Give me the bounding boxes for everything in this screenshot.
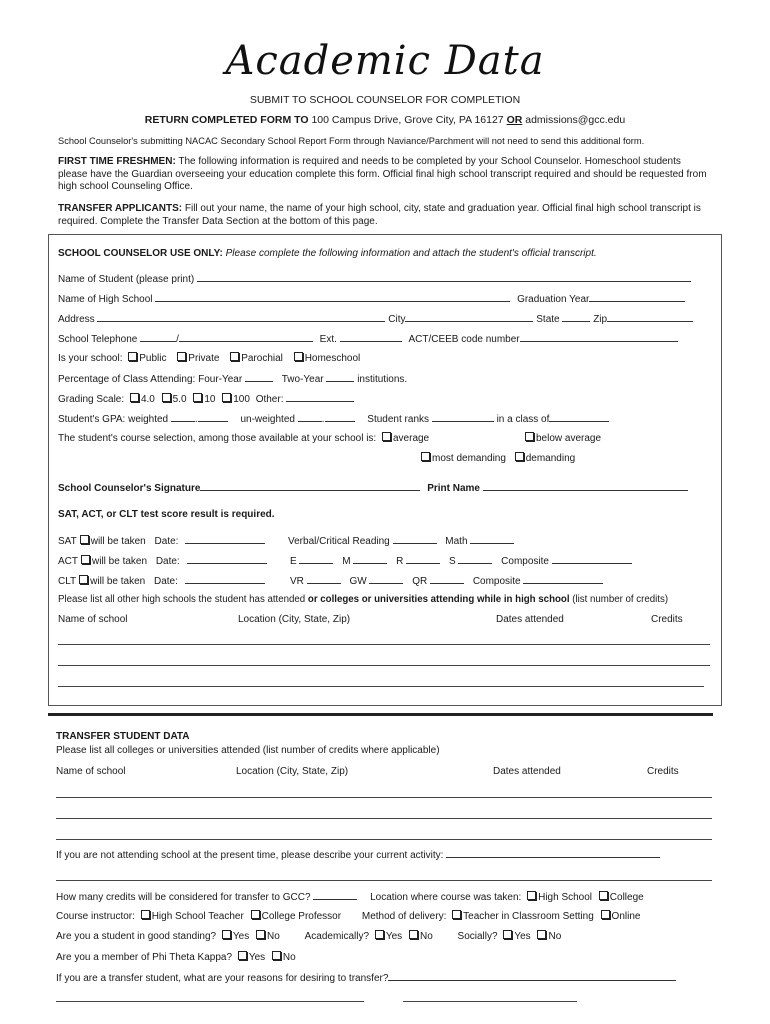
college-professor-label: College Professor <box>261 911 342 922</box>
good-standing-no-checkbox[interactable] <box>256 930 265 939</box>
academically-no-label: No <box>419 931 433 942</box>
socially-no-label: No <box>548 931 562 942</box>
clt-vr-label: VR <box>290 576 304 587</box>
weighted-gpa-label: Student's GPA: weighted <box>58 414 169 425</box>
verbal-label: Verbal/Critical Reading <box>288 536 390 547</box>
clt-will-be-taken: will be taken <box>90 576 146 587</box>
four-year-label: Percentage of Class Attending: Four-Year <box>58 374 243 385</box>
clt-qr-label: QR <box>412 576 428 587</box>
ptk-label: Are you a member of Phi Theta Kappa? <box>56 952 233 963</box>
act-date-label: Date: <box>155 556 180 567</box>
transfer-instruction: Please list all colleges or universities attended (list number of credits where applicable) <box>56 745 440 756</box>
test-score-heading: SAT, ACT, or CLT test score result is required. <box>58 509 275 520</box>
school-type-label: Is your school: <box>58 353 123 364</box>
transfer-school-line-2[interactable] <box>56 818 712 819</box>
telephone-slash: / <box>176 334 179 345</box>
signature-row <box>58 481 688 494</box>
grading-other-field[interactable] <box>286 392 354 402</box>
act-date-field[interactable] <box>187 554 267 564</box>
hs-teacher-label: High School Teacher <box>151 911 244 922</box>
ptk-row <box>56 951 296 963</box>
reasons-line-left[interactable] <box>56 1001 364 1002</box>
reasons-field[interactable] <box>388 971 676 981</box>
two-year-label: Two-Year <box>281 374 324 385</box>
act-r-label: R <box>396 556 404 567</box>
instructor-label: Course instructor: <box>56 911 135 922</box>
instructor-row <box>56 910 640 922</box>
reasons-label: If you are a transfer student, what are your reasons for desiring to transfer? <box>56 973 389 984</box>
below-average-label: below average <box>536 433 602 444</box>
average-label: average <box>392 433 430 444</box>
demanding-label: demanding <box>525 453 576 464</box>
ptk-yes-checkbox[interactable] <box>238 951 247 960</box>
classroom-label: Teacher in Classroom Setting <box>463 911 594 922</box>
ceeb-field[interactable] <box>520 332 678 342</box>
act-r-field[interactable] <box>406 554 440 564</box>
transfer-applicants-label: TRANSFER APPLICANTS: <box>58 203 183 214</box>
below-average-option <box>522 432 601 444</box>
telephone-field[interactable] <box>179 332 313 342</box>
online-checkbox[interactable] <box>601 910 610 919</box>
online-label: Online <box>611 911 641 922</box>
academically-label: Academically? <box>304 931 370 942</box>
transfer-school-line-1[interactable] <box>56 797 712 798</box>
public-checkbox[interactable] <box>128 352 137 361</box>
high-school-row <box>58 292 685 305</box>
transfer-col-dates: Dates attended <box>493 766 561 777</box>
unweighted-gpa-decimal-field[interactable] <box>325 412 355 422</box>
credits-field[interactable] <box>313 890 357 900</box>
transfer-heading: TRANSFER STUDENT DATA <box>56 731 190 742</box>
percentage-row <box>58 372 407 385</box>
act-label: ACT <box>58 556 78 567</box>
sat-checkbox[interactable] <box>80 535 89 544</box>
location-college-label: College <box>609 892 644 903</box>
sat-scores <box>288 534 514 547</box>
clt-composite-field[interactable] <box>523 574 603 584</box>
high-school-field[interactable] <box>155 292 510 302</box>
ext-field[interactable] <box>340 332 402 342</box>
state-label: State <box>536 314 560 325</box>
transfer-applicants-paragraph <box>58 203 713 228</box>
weighted-gpa-field[interactable] <box>171 412 195 422</box>
below-average-checkbox[interactable] <box>525 432 534 441</box>
clt-vr-field[interactable] <box>307 574 341 584</box>
math-label: Math <box>445 536 468 547</box>
current-activity-row <box>56 848 660 861</box>
verbal-field[interactable] <box>393 534 437 544</box>
act-composite-field[interactable] <box>552 554 632 564</box>
address-row <box>58 312 693 325</box>
hs-teacher-checkbox[interactable] <box>141 910 150 919</box>
student-name-label: Name of Student (please print) <box>58 274 195 285</box>
location-question: Location where course was taken: <box>370 892 522 903</box>
act-e-label: E <box>290 556 297 567</box>
academically-yes-checkbox[interactable] <box>375 930 384 939</box>
grading-100-checkbox[interactable] <box>222 393 231 402</box>
ext-label: Ext. <box>319 334 337 345</box>
homeschool-label: Homeschool <box>304 353 361 364</box>
grading-5-checkbox[interactable] <box>162 393 171 402</box>
transfer-col-name: Name of school <box>56 766 126 777</box>
homeschool-checkbox[interactable] <box>294 352 303 361</box>
ranks-field[interactable] <box>432 412 494 422</box>
act-s-field[interactable] <box>458 554 492 564</box>
high-school-label: Name of High School <box>58 294 153 305</box>
act-m-label: M <box>342 556 351 567</box>
good-standing-no-label: No <box>267 931 280 942</box>
transfer-school-line-3[interactable] <box>56 839 712 840</box>
reasons-line-right[interactable] <box>403 1001 577 1002</box>
page-title: Academic Data <box>225 38 545 84</box>
counselor-instruction: Please complete the following information and attach the student's official transcript. <box>225 248 597 259</box>
ceeb-label: ACT/CEEB code number <box>408 334 520 345</box>
student-name-field[interactable] <box>197 272 691 282</box>
counselor-heading <box>58 248 597 259</box>
reasons-row <box>56 971 676 984</box>
clt-date-field[interactable] <box>185 574 265 584</box>
good-standing-yes-label: Yes <box>232 931 250 942</box>
counselor-heading-label: SCHOOL COUNSELOR USE ONLY: <box>58 248 223 259</box>
naviance-note: School Counselor's submitting NACAC Secondary School Report Form through Naviance/Parchment will not need to send this additional form. <box>58 136 645 146</box>
return-address: 100 Campus Drive, Grove City, PA 16127 <box>311 114 504 126</box>
act-will-be-taken: will be taken <box>92 556 148 567</box>
address-field[interactable] <box>97 312 385 322</box>
most-demanding-label: most demanding <box>432 453 506 464</box>
good-standing-yes-checkbox[interactable] <box>222 930 231 939</box>
grading-10-label: 10 <box>204 394 216 405</box>
average-checkbox[interactable] <box>382 432 391 441</box>
math-field[interactable] <box>470 534 514 544</box>
good-standing-label: Are you a student in good standing? <box>56 931 217 942</box>
demanding-checkbox[interactable] <box>515 452 524 461</box>
freshmen-label: FIRST TIME FRESHMEN: <box>58 156 176 167</box>
weighted-gpa-dot: . <box>194 414 198 425</box>
most-demanding-checkbox[interactable] <box>421 452 430 461</box>
current-activity-field[interactable] <box>446 848 660 858</box>
grading-4-label: 4.0 <box>140 394 155 405</box>
area-code-field[interactable] <box>140 332 176 342</box>
act-row <box>58 554 267 567</box>
clt-date-label: Date: <box>153 576 178 587</box>
current-activity-label: If you are not attending school at the present time, please describe your current activity: <box>56 850 444 861</box>
sat-date-field[interactable] <box>185 534 265 544</box>
grading-10-checkbox[interactable] <box>193 393 202 402</box>
subtitle: SUBMIT TO SCHOOL COUNSELOR FOR COMPLETION <box>249 94 521 106</box>
print-name-label: Print Name <box>427 483 480 494</box>
grading-other-label: Other: <box>255 394 284 405</box>
grading-scale-row <box>58 392 354 405</box>
counselor-col-credits: Credits <box>651 614 683 625</box>
telephone-label: School Telephone <box>58 334 138 345</box>
act-scores <box>290 554 632 567</box>
section-divider <box>48 713 713 716</box>
freshmen-text: The following information is required and needs to be completed by your School Counselor. Homeschool students please have the Guardian overseeing your education complete this form. Official final high school transcript required and should be requested from high school Counseling Office. <box>58 156 707 192</box>
ptk-no-label: No <box>282 952 296 963</box>
clt-label: CLT <box>58 576 77 587</box>
counselor-col-location: Location (City, State, Zip) <box>238 614 351 625</box>
unweighted-gpa-label: un-weighted <box>240 414 295 425</box>
clt-qr-field[interactable] <box>430 574 464 584</box>
most-demanding-option <box>418 452 575 464</box>
college-professor-checkbox[interactable] <box>251 910 260 919</box>
return-or: OR <box>506 114 523 126</box>
signature-label: School Counselor's Signature <box>58 483 201 494</box>
address-label: Address <box>58 314 95 325</box>
private-label: Private <box>188 353 220 364</box>
course-selection-row <box>58 432 429 444</box>
grading-100-label: 100 <box>233 394 250 405</box>
weighted-gpa-decimal-field[interactable] <box>198 412 228 422</box>
return-line <box>0 114 770 126</box>
transfer-applicants-text: Fill out your name, the name of your high school, city, state and graduation year. Official final high school transcript is required. Complete the Transfer Data Section at the bottom of this page. <box>58 203 701 227</box>
sat-row <box>58 534 265 547</box>
unweighted-gpa-dot: . <box>321 414 325 425</box>
standing-row <box>56 930 561 942</box>
act-composite-label: Composite <box>501 556 549 567</box>
return-email: admissions@gcc.edu <box>525 114 626 126</box>
counselor-col-name: Name of school <box>58 614 128 625</box>
unweighted-gpa-field[interactable] <box>298 412 322 422</box>
sat-label: SAT <box>58 536 77 547</box>
school-type-row <box>58 352 360 364</box>
print-name-field[interactable] <box>483 481 688 491</box>
ptk-yes-label: Yes <box>248 952 266 963</box>
socially-label: Socially? <box>457 931 498 942</box>
class-of-field[interactable] <box>549 412 609 422</box>
zip-label: Zip <box>593 314 608 325</box>
current-activity-line[interactable] <box>56 880 712 881</box>
clt-composite-label: Composite <box>472 576 521 587</box>
credits-question: How many credits will be considered for transfer to GCC? <box>56 892 311 903</box>
signature-field[interactable] <box>200 481 420 491</box>
telephone-row <box>58 332 678 345</box>
socially-no-checkbox[interactable] <box>537 930 546 939</box>
location-high-school-checkbox[interactable] <box>527 891 536 900</box>
act-checkbox[interactable] <box>81 555 90 564</box>
other-schools-text-b: or colleges or universities attending while in high school <box>307 594 570 605</box>
city-field[interactable] <box>405 312 533 322</box>
transfer-col-location: Location (City, State, Zip) <box>236 766 349 777</box>
ptk-no-checkbox[interactable] <box>272 951 281 960</box>
academically-yes-label: Yes <box>385 931 403 942</box>
clt-checkbox[interactable] <box>79 575 88 584</box>
grad-year-label: Graduation Year <box>517 294 590 305</box>
sat-will-be-taken: will be taken <box>90 536 146 547</box>
counselor-school-line-3[interactable] <box>58 686 704 687</box>
transfer-col-credits: Credits <box>647 766 679 777</box>
other-schools-text-c: (list number of credits) <box>572 594 669 605</box>
clt-row <box>58 574 265 587</box>
grading-scale-label: Grading Scale: <box>58 394 125 405</box>
socially-yes-checkbox[interactable] <box>503 930 512 939</box>
freshmen-paragraph <box>58 156 713 194</box>
private-checkbox[interactable] <box>177 352 186 361</box>
socially-yes-label: Yes <box>514 931 531 942</box>
state-field[interactable] <box>562 312 590 322</box>
clt-scores <box>290 574 603 587</box>
parochial-checkbox[interactable] <box>230 352 239 361</box>
counselor-school-line-1[interactable] <box>58 644 710 645</box>
act-m-field[interactable] <box>353 554 387 564</box>
other-schools-text-a: Please list all other high schools the student has attended <box>58 594 306 605</box>
sat-date-label: Date: <box>154 536 179 547</box>
city-label: City <box>388 314 406 325</box>
class-of-label: in a class of <box>496 414 550 425</box>
grading-4-checkbox[interactable] <box>130 393 139 402</box>
grad-year-field[interactable] <box>589 292 685 302</box>
ranks-label: Student ranks <box>367 414 430 425</box>
grading-5-label: 5.0 <box>172 394 187 405</box>
location-college-checkbox[interactable] <box>599 891 608 900</box>
return-label: RETURN COMPLETED FORM TO <box>144 114 309 126</box>
academically-no-checkbox[interactable] <box>409 930 418 939</box>
clt-gw-field[interactable] <box>369 574 403 584</box>
act-e-field[interactable] <box>299 554 333 564</box>
course-selection-label: The student's course selection, among those available at your school is: <box>58 433 377 444</box>
location-high-school-label: High School <box>538 892 593 903</box>
delivery-label: Method of delivery: <box>361 911 447 922</box>
four-year-field[interactable] <box>245 372 273 382</box>
institutions-label: institutions. <box>357 374 408 385</box>
two-year-field[interactable] <box>326 372 354 382</box>
classroom-checkbox[interactable] <box>452 910 461 919</box>
parochial-label: Parochial <box>241 353 283 364</box>
counselor-col-dates: Dates attended <box>496 614 564 625</box>
gpa-row <box>58 412 609 425</box>
clt-gw-label: GW <box>349 576 367 587</box>
act-s-label: S <box>448 556 456 567</box>
credits-row <box>56 890 644 903</box>
zip-field[interactable] <box>607 312 693 322</box>
other-schools-instruction <box>58 594 668 605</box>
counselor-school-line-2[interactable] <box>58 665 710 666</box>
public-label: Public <box>139 353 167 364</box>
student-name-row <box>58 272 691 285</box>
